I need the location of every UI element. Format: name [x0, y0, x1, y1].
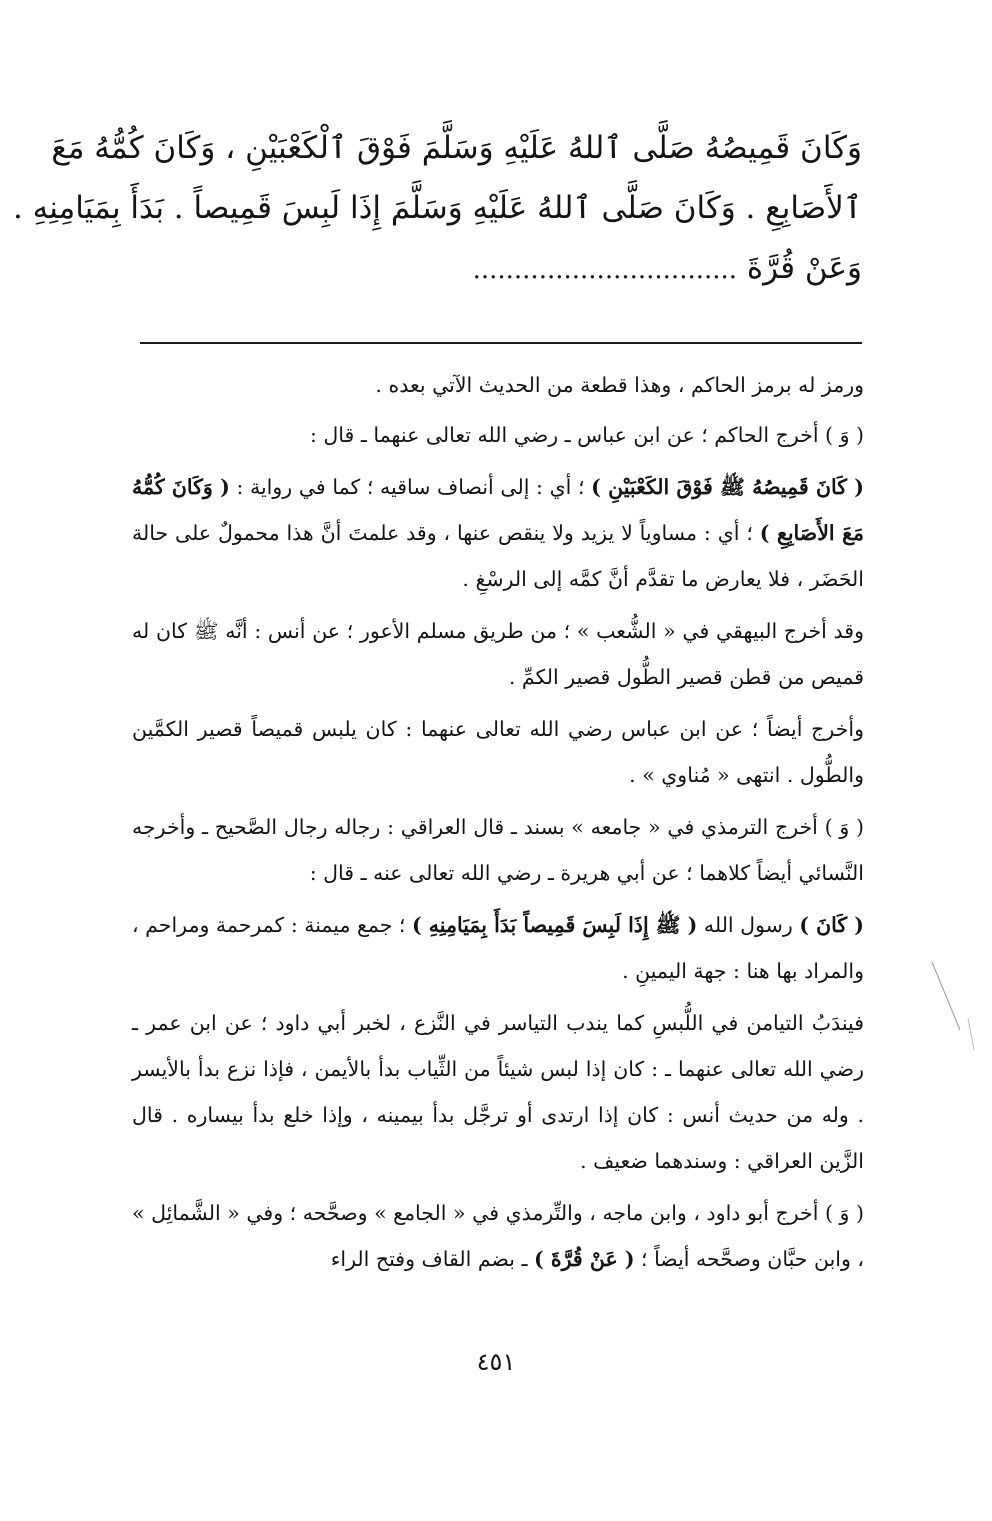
commentary-paragraph-4: وقد أخرج البيهقي في « الشُّعب » ؛ من طريق مسلم الأعور ؛ عن أنس : أنَّه ﷺ كان له قميص من قطن قصير الطُّول قصير الكمِّ . [132, 619, 864, 689]
hadith-line-3-text: وَعَنْ قُرَّةَ [746, 250, 862, 286]
commentary-paragraph-2: ( وَ ) أخرج الحاكم ؛ عن ابن عباس ـ رضي الله تعالى عنهما ـ قال : [309, 423, 864, 447]
quoted-hadith-phrase: ( كَانَ قَمِيصُهُ ﷺ فَوْقَ الكَعْبَيْنِ ) [591, 475, 864, 499]
commentary-paragraph-5: وأخرج أيضاً ؛ عن ابن عباس رضي الله تعالى عنهما : كان يلبس قميصاً قصير الكمَّين والطُّول . انتهى « مُناوي » . [132, 717, 864, 787]
separator-rule [140, 342, 862, 344]
commentary-paragraph-9 [132, 1190, 864, 1282]
commentary-phrase: ( وَ ) أخرج أبو داود ، وابن ماجه ، والتِّرمذي في « الجامع » وصحَّحه ؛ وفي « الشَّمائِل » ، وابن حبَّان وصحَّحه أيضاً ؛ [132, 1201, 864, 1271]
commentary-phrase: ـ بضم القاف وفتح الراء [330, 1247, 535, 1271]
quoted-hadith-phrase: ( وَكَانَ كُمُّهُ مَعَ الأَصَابِعِ ) [132, 475, 864, 545]
commentary-paragraph-8: فيندَبُ التيامن في اللُّبسِ كما يندب التياسر في النَّزع ، لخبر أبي داود ؛ عن ابن عمر ـ رضي الله تعالى عنهما ـ : كان إذا لبس شيئاً من الثِّياب بدأ بالأيمن ، فإذا نزع بدأ بالأيسر . وله من حديث أنس : كان إذا ارتدى أو ترجَّل بدأ بيمينه ، وإذا خلع بدأ بيساره . قال الزَّين العراقي : وسندهما ضعيف . [132, 1011, 864, 1173]
commentary-phrase: ؛ أي : مساوياً لا يزيد ولا ينقص عنها ، وقد علمتَ أنَّ هذا محمولٌ على حالة الحَضَر ، فلا يعارض ما تقدَّم أنَّ كمَّه إلى الرسْغِ . [132, 521, 864, 591]
hadith-text [12, 118, 862, 300]
hadith-line-3 [132, 238, 862, 300]
commentary-phrase: ؛ جمع ميمنة : كمرحمة ومراحم ، والمراد بها هنا : جهة اليمينِ . [132, 913, 864, 983]
commentary-phrase: ؛ أي : إلى أنصاف ساقيه ؛ كما في رواية : [229, 475, 592, 499]
page-number: ٤٥١ [476, 1348, 516, 1376]
commentary-paragraph-3 [132, 464, 864, 602]
quoted-hadith-phrase: ( ﷺ إِذَا لَبِسَ قَمِيصاً بَدَأَ بِمَيَامِنِهِ ) [411, 913, 698, 937]
commentary-paragraph-1: ورمز له برمز الحاكم ، وهذا قطعة من الحديث الآتي بعده . [375, 373, 864, 397]
commentary-text [132, 362, 864, 1288]
quoted-hadith-phrase: ( كَانَ ) [799, 913, 864, 937]
quoted-hadith-phrase: ( عَنْ قُرَّةَ ) [534, 1247, 635, 1271]
continuation-dots: ................................ [472, 255, 738, 285]
hadith-line-1: وَكَانَ قَمِيصُهُ صَلَّى ٱللهُ عَلَيْهِ وَسَلَّمَ فَوْقَ ٱلْكَعْبَيْنِ ، وَكَانَ كُمُّهُ مَعَ [51, 130, 862, 166]
margin-scan-mark [930, 960, 990, 1060]
commentary-paragraph-7 [132, 902, 864, 994]
hadith-line-2: ٱلأَصَابِعِ . وَكَانَ صَلَّى ٱللهُ عَلَيْهِ وَسَلَّمَ إِذَا لَبِسَ قَمِيصاً . بَدَأَ بِمَيَامِنِهِ . [12, 190, 862, 226]
commentary-paragraph-6: ( وَ ) أخرج الترمذي في « جامعه » بسند ـ قال العراقي : رجاله رجال الصَّحيح ـ وأخرجه النَّسائي أيضاً كلاهما ؛ عن أبي هريرة ـ رضي الله تعالى عنه ـ قال : [132, 815, 864, 885]
commentary-phrase: رسول الله [697, 913, 800, 937]
